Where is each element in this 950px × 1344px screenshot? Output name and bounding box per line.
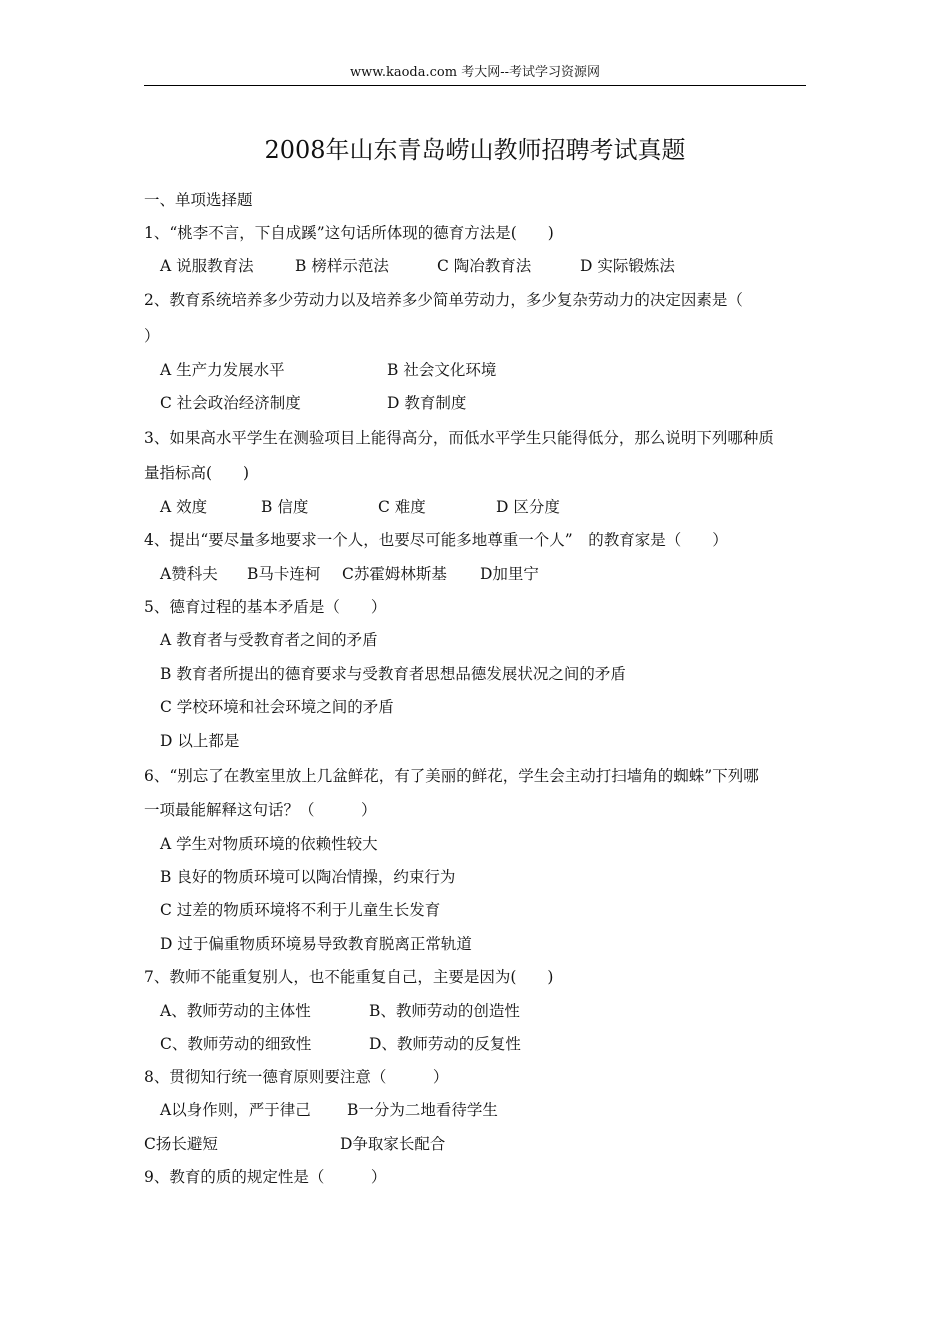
question-4-stem: 4、提出“要尽量多地要求一个人，也要尽可能多地尊重一个人” 的教育家是（ ）: [144, 531, 728, 549]
question-8-option-d: D争取家长配合: [340, 1135, 446, 1153]
question-2-option-d: D 教育制度: [387, 394, 467, 412]
question-3-option-c: C 难度: [378, 498, 426, 516]
question-4-option-d: D加里宁: [480, 565, 539, 583]
question-2-option-c: C 社会政治经济制度: [160, 394, 301, 412]
question-3-stem-continued: 量指标高( ): [144, 464, 250, 482]
question-6-option-d: D 过于偏重物质环境易导致教育脱离正常轨道: [160, 935, 472, 953]
question-5-option-d: D 以上都是: [160, 732, 240, 750]
question-6-stem: 6、“别忘了在教室里放上几盆鲜花，有了美丽的鲜花，学生会主动打扫墙角的蜘蛛”下列哪: [144, 767, 759, 785]
question-6-option-a: A 学生对物质环境的依赖性较大: [160, 835, 378, 853]
page-title: 2008年山东青岛崂山教师招聘考试真题: [264, 136, 686, 164]
page-header: www.kaoda.com 考大网--考试学习资源网: [350, 65, 600, 80]
question-2-option-b: B 社会文化环境: [387, 361, 497, 379]
question-3-stem: 3、如果高水平学生在测验项目上能得高分，而低水平学生只能得低分，那么说明下列哪种质: [144, 429, 774, 447]
question-4-option-a: A赞科夫: [160, 565, 218, 583]
question-7-option-b: B、教师劳动的创造性: [369, 1002, 520, 1020]
header-divider: [144, 85, 806, 86]
question-1-option-d: D 实际锻炼法: [580, 257, 675, 275]
question-8-option-c: C扬长避短: [144, 1135, 218, 1153]
question-1-option-b: B 榜样示范法: [295, 257, 389, 275]
question-5-option-c: C 学校环境和社会环境之间的矛盾: [160, 698, 394, 716]
question-5-option-a: A 教育者与受教育者之间的矛盾: [160, 631, 378, 649]
question-5-stem: 5、德育过程的基本矛盾是（ ）: [144, 598, 387, 616]
question-3-option-a: A 效度: [160, 498, 208, 516]
question-5-option-b: B 教育者所提出的德育要求与受教育者思想品德发展状况之间的矛盾: [160, 665, 626, 683]
question-7-option-c: C、教师劳动的细致性: [160, 1035, 312, 1053]
question-1-option-c: C 陶冶教育法: [437, 257, 532, 275]
question-4-option-b: B马卡连柯: [247, 565, 321, 583]
question-3-option-d: D 区分度: [496, 498, 560, 516]
question-4-option-c: C苏霍姆林斯基: [342, 565, 447, 583]
question-9-stem: 9、教育的质的规定性是（ ）: [144, 1168, 387, 1186]
question-2-stem-continued: ）: [144, 327, 160, 345]
question-6-stem-continued: 一项最能解释这句话？（ ）: [144, 801, 377, 819]
question-2-option-a: A 生产力发展水平: [160, 361, 285, 379]
question-3-option-b: B 信度: [261, 498, 309, 516]
question-8-stem: 8、贯彻知行统一德育原则要注意（ ）: [144, 1068, 449, 1086]
question-7-option-a: A、教师劳动的主体性: [160, 1002, 311, 1020]
question-2-stem: 2、教育系统培养多少劳动力以及培养多少简单劳动力，多少复杂劳动力的决定因素是（: [144, 291, 743, 309]
section-heading: 一、单项选择题: [144, 191, 253, 209]
question-8-option-a: A以身作则，严于律己: [160, 1101, 311, 1119]
question-1-stem: 1、“桃李不言，下自成蹊”这句话所体现的德育方法是( ): [144, 224, 554, 242]
question-6-option-c: C 过差的物质环境将不利于儿童生长发育: [160, 901, 441, 919]
question-1-option-a: A 说服教育法: [160, 257, 254, 275]
question-7-stem: 7、教师不能重复别人，也不能重复自己，主要是因为( ): [144, 968, 554, 986]
question-6-option-b: B 良好的物质环境可以陶冶情操，约束行为: [160, 868, 456, 886]
question-8-option-b: B一分为二地看待学生: [347, 1101, 498, 1119]
question-7-option-d: D、教师劳动的反复性: [369, 1035, 521, 1053]
